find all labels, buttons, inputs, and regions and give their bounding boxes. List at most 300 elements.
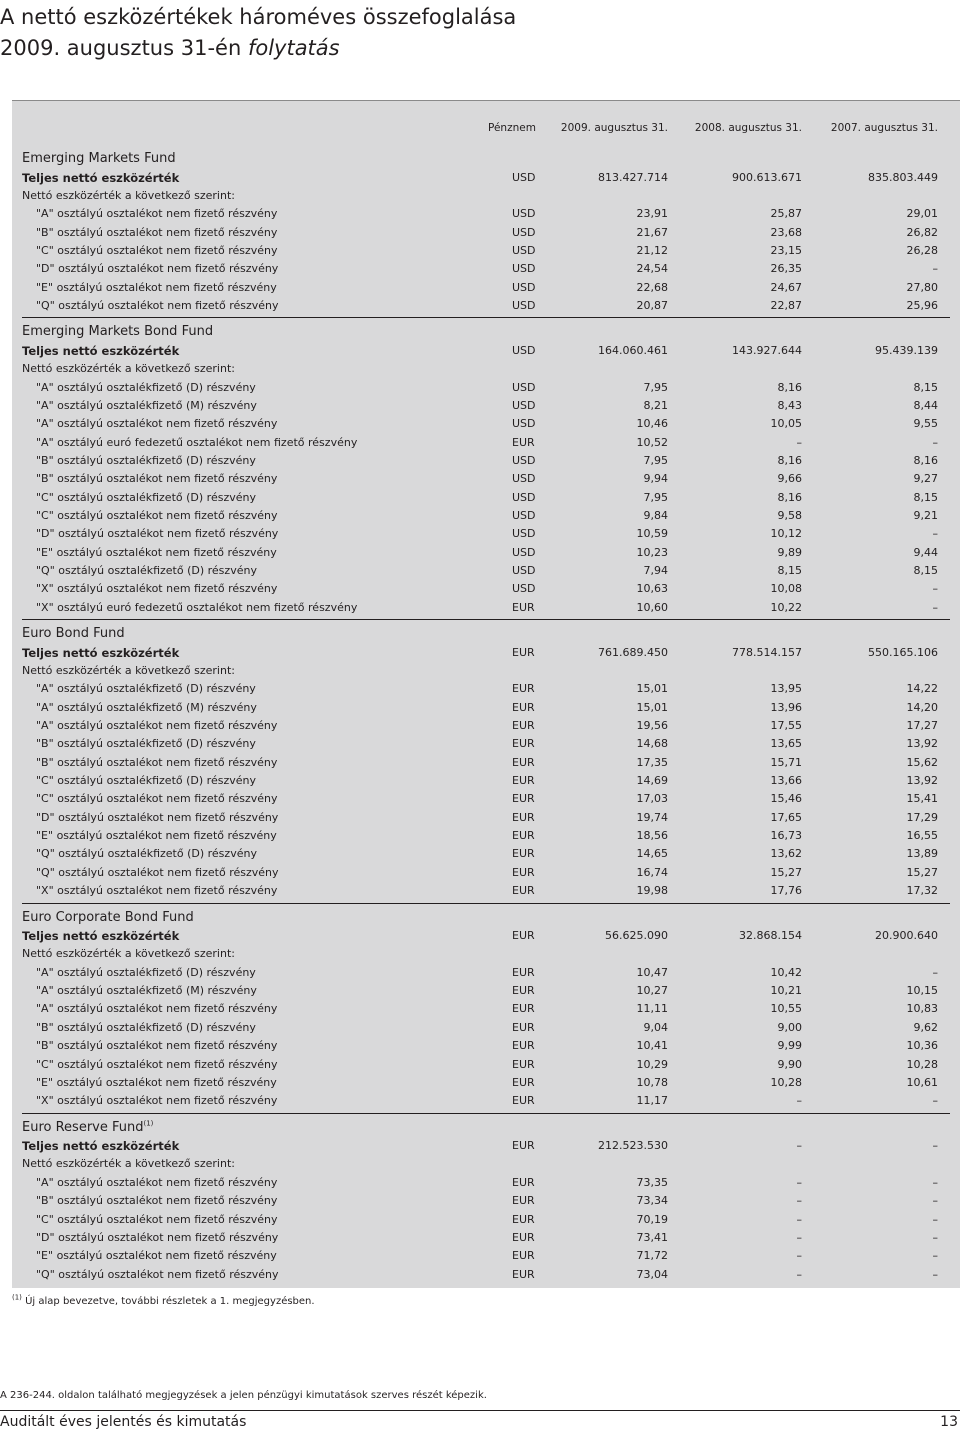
value-2007: – <box>932 1212 938 1226</box>
value-2009: 14,69 <box>636 774 668 788</box>
currency-cell: EUR <box>512 719 535 733</box>
nav-breakdown-label-row <box>12 360 960 378</box>
value-2008: 16,73 <box>770 829 802 843</box>
nav-summary-table <box>12 100 960 1288</box>
table-row <box>12 864 960 882</box>
value-2009: 21,67 <box>636 225 668 239</box>
value-2007: – <box>932 527 938 541</box>
value-2007: – <box>932 262 938 276</box>
currency-cell: USD <box>512 262 536 276</box>
value-2008: 9,89 <box>777 545 802 559</box>
table-row <box>12 544 960 562</box>
currency-cell: USD <box>512 398 536 412</box>
share-class-label: "E" osztályú osztalékot nem fizető részvény <box>36 1249 277 1263</box>
table-row <box>12 1037 960 1055</box>
value-2008: 13,96 <box>770 700 802 714</box>
value-2008: 17,76 <box>770 884 802 898</box>
currency-cell: USD <box>512 454 536 467</box>
table-row <box>12 260 960 278</box>
currency-cell: EUR <box>512 1194 535 1208</box>
value-2007: 9,62 <box>913 1020 938 1034</box>
value-2009: 9,94 <box>643 472 668 486</box>
value-2009: 9,84 <box>643 509 668 523</box>
header-2009: 2009. augusztus 31. <box>560 122 668 134</box>
nav-breakdown-label: Nettó eszközérték a következő szerint: <box>22 1157 235 1171</box>
value-2007: 27,80 <box>906 280 938 294</box>
value-2008: 10,12 <box>770 527 802 541</box>
value-2009: 7,95 <box>643 454 668 467</box>
value-2007: – <box>932 582 938 596</box>
value-2007: 26,82 <box>906 225 938 239</box>
share-class-label: "X" osztályú euró fedezetű osztalékot nem fizető részvény <box>36 600 358 614</box>
value-2007: 9,27 <box>913 472 938 486</box>
value-2007: 13,89 <box>906 847 938 861</box>
value-2008: 15,46 <box>770 792 802 806</box>
value-2007: – <box>932 1139 938 1153</box>
value-2007: 13,92 <box>906 774 938 788</box>
value-2008: 9,66 <box>777 472 802 486</box>
value-2009: 73,35 <box>636 1175 668 1189</box>
value-2008: 9,58 <box>777 509 802 523</box>
table-row <box>12 525 960 543</box>
table-row <box>12 1092 960 1110</box>
value-2009: 70,19 <box>636 1212 668 1226</box>
table-top-rule <box>12 100 960 101</box>
currency-cell: USD <box>512 280 536 294</box>
value-2008: – <box>796 1212 802 1226</box>
share-class-label: "C" osztályú osztalékot nem fizető részvény <box>36 1057 278 1071</box>
value-2007: 9,44 <box>913 545 938 559</box>
fund-title-row <box>12 1119 960 1138</box>
section-divider <box>22 317 950 318</box>
value-2009: 10,60 <box>636 600 668 614</box>
nav-breakdown-label: Nettó eszközérték a következő szerint: <box>22 947 235 961</box>
table-row <box>12 699 960 717</box>
value-2007: 26,28 <box>906 243 938 257</box>
currency-cell: EUR <box>512 1175 535 1189</box>
value-2007: 550.165.106 <box>868 645 938 659</box>
share-class-label: "B" osztályú osztalékot nem fizető részvény <box>36 225 278 239</box>
value-2007: 14,22 <box>906 682 938 696</box>
value-2009: 73,41 <box>636 1230 668 1244</box>
table-row <box>12 1211 960 1229</box>
value-2009: 10,59 <box>636 527 668 541</box>
value-2009: 19,98 <box>636 884 668 898</box>
share-class-label: "Q" osztályú osztalékfizető (D) részvény <box>36 847 257 861</box>
currency-cell: USD <box>512 225 536 239</box>
currency-cell: USD <box>512 243 536 257</box>
footnote-mark: (1) <box>12 1293 22 1302</box>
currency-cell: EUR <box>512 1020 535 1034</box>
share-class-label: "X" osztályú osztalékot nem fizető részvény <box>36 582 278 596</box>
currency-cell: EUR <box>512 1057 535 1071</box>
value-2008: – <box>796 1249 802 1263</box>
currency-cell: EUR <box>512 884 535 898</box>
share-class-label: "A" osztályú osztalékot nem fizető részvény <box>36 719 278 733</box>
table-row <box>12 397 960 415</box>
share-class-label: "A" osztályú osztalékot nem fizető részvény <box>36 1175 278 1189</box>
currency-cell: EUR <box>512 1039 535 1053</box>
value-2007: 9,21 <box>913 509 938 523</box>
share-class-label: "B" osztályú osztalékot nem fizető részvény <box>36 755 278 769</box>
value-2008: 13,65 <box>770 737 802 751</box>
value-2007: 17,29 <box>906 810 938 824</box>
table-row <box>12 415 960 433</box>
nav-breakdown-label-row <box>12 187 960 205</box>
value-2007: – <box>932 435 938 449</box>
value-2007: 10,15 <box>906 984 938 998</box>
value-2008: 10,42 <box>770 965 802 979</box>
value-2009: 7,94 <box>643 564 668 578</box>
value-2009: 10,52 <box>636 435 668 449</box>
value-2009: 761.689.450 <box>598 645 668 659</box>
table-row <box>12 1174 960 1192</box>
value-2008: 8,43 <box>777 398 802 412</box>
currency-cell: USD <box>512 170 536 184</box>
table-row <box>12 790 960 808</box>
value-2007: – <box>932 965 938 979</box>
value-2008: 22,87 <box>770 299 802 312</box>
value-2008: 10,28 <box>770 1075 802 1089</box>
currency-cell: EUR <box>512 1002 535 1016</box>
value-2009: 71,72 <box>636 1249 668 1263</box>
nav-breakdown-label: Nettó eszközérték a következő szerint: <box>22 362 235 376</box>
table-row <box>12 982 960 1000</box>
share-class-label: "D" osztályú osztalékot nem fizető részvény <box>36 810 279 824</box>
value-2009: 14,68 <box>636 737 668 751</box>
currency-cell: USD <box>512 490 536 504</box>
value-2009: 10,29 <box>636 1057 668 1071</box>
nav-breakdown-label-row <box>12 662 960 680</box>
value-2007: – <box>932 1175 938 1189</box>
value-2008: 8,16 <box>777 454 802 467</box>
table-row <box>12 827 960 845</box>
value-2009: 8,21 <box>643 398 668 412</box>
table-header <box>12 122 960 140</box>
share-class-label: "A" osztályú euró fedezetű osztalékot nem fizető részvény <box>36 435 358 449</box>
value-2008: 23,15 <box>770 243 802 257</box>
table-row <box>12 470 960 488</box>
value-2007: 8,15 <box>913 490 938 504</box>
title-line-1: A nettó eszközértékek hároméves összefoglalása <box>0 5 517 29</box>
currency-cell: EUR <box>512 682 535 696</box>
share-class-label: "C" osztályú osztalékot nem fizető részvény <box>36 792 278 806</box>
value-2009: 10,78 <box>636 1075 668 1089</box>
value-2009: 9,04 <box>643 1020 668 1034</box>
currency-cell: EUR <box>512 1249 535 1263</box>
table-row <box>12 434 960 452</box>
table-row <box>12 599 960 617</box>
value-2008: – <box>796 1094 802 1108</box>
share-class-label: "Q" osztályú osztalékot nem fizető részvény <box>36 299 279 312</box>
total-nav-label: Teljes nettó eszközérték <box>22 343 180 358</box>
table-row <box>12 845 960 863</box>
currency-cell: USD <box>512 545 536 559</box>
table-row <box>12 242 960 260</box>
value-2009: 10,27 <box>636 984 668 998</box>
value-2008: 26,35 <box>770 262 802 276</box>
table-row <box>12 452 960 470</box>
share-class-label: "D" osztályú osztalékot nem fizető részvény <box>36 262 279 276</box>
currency-cell: USD <box>512 582 536 596</box>
value-2008: 143.927.644 <box>732 343 802 357</box>
nav-breakdown-label: Nettó eszközérték a következő szerint: <box>22 664 235 678</box>
value-2007: 835.803.449 <box>868 170 938 184</box>
value-2008: 778.514.157 <box>732 645 802 659</box>
value-2008: 8,16 <box>777 380 802 394</box>
value-2008: – <box>796 1139 802 1153</box>
value-2008: 8,15 <box>777 564 802 578</box>
value-2007: – <box>932 1267 938 1281</box>
value-2009: 17,35 <box>636 755 668 769</box>
value-2007: 15,62 <box>906 755 938 769</box>
table-row <box>12 680 960 698</box>
value-2009: 7,95 <box>643 490 668 504</box>
share-class-label: "B" osztályú osztalékfizető (D) részvény <box>36 737 256 751</box>
currency-cell: USD <box>512 527 536 541</box>
currency-cell: EUR <box>512 847 535 861</box>
value-2007: 25,96 <box>906 299 938 312</box>
currency-cell: EUR <box>512 737 535 751</box>
share-class-label: "B" osztályú osztalékfizető (D) részvény <box>36 454 256 467</box>
share-class-label: "B" osztályú osztalékfizető (D) részvény <box>36 1020 256 1034</box>
table-row <box>12 205 960 223</box>
total-nav-row <box>12 927 960 945</box>
value-2008: 13,95 <box>770 682 802 696</box>
table-row <box>12 1056 960 1074</box>
value-2009: 164.060.461 <box>598 343 668 357</box>
value-2009: 212.523.530 <box>598 1139 668 1153</box>
currency-cell: EUR <box>512 774 535 788</box>
value-2008: 10,05 <box>770 417 802 431</box>
value-2007: 9,55 <box>913 417 938 431</box>
nav-breakdown-label-row <box>12 945 960 963</box>
value-2008: 15,71 <box>770 755 802 769</box>
value-2007: 8,15 <box>913 564 938 578</box>
footer-rule <box>0 1410 960 1411</box>
value-2009: 19,74 <box>636 810 668 824</box>
share-class-label: "A" osztályú osztalékfizető (M) részvény <box>36 984 257 998</box>
header-currency: Pénznem <box>488 122 536 134</box>
currency-cell: EUR <box>512 700 535 714</box>
fund-name: Euro Reserve Fund <box>22 1119 144 1135</box>
currency-cell: EUR <box>512 1139 535 1153</box>
fund-title-row <box>12 323 960 342</box>
fund-name: Euro Corporate Bond Fund <box>22 909 194 925</box>
value-2007: 10,28 <box>906 1057 938 1071</box>
share-class-label: "X" osztályú osztalékot nem fizető részvény <box>36 884 278 898</box>
value-2009: 73,04 <box>636 1267 668 1281</box>
value-2008: 9,90 <box>777 1057 802 1071</box>
value-2009: 10,41 <box>636 1039 668 1053</box>
value-2007: 17,27 <box>906 719 938 733</box>
value-2009: 20,87 <box>636 299 668 312</box>
value-2008: – <box>796 1267 802 1281</box>
share-class-label: "A" osztályú osztalékot nem fizető részvény <box>36 207 278 221</box>
share-class-label: "A" osztályú osztalékfizető (D) részvény <box>36 682 256 696</box>
currency-cell: USD <box>512 509 536 523</box>
value-2009: 813.427.714 <box>598 170 668 184</box>
currency-cell: EUR <box>512 1230 535 1244</box>
value-2007: 14,20 <box>906 700 938 714</box>
value-2008: 24,67 <box>770 280 802 294</box>
currency-cell: EUR <box>512 645 535 659</box>
value-2008: 8,16 <box>777 490 802 504</box>
share-class-label: "C" osztályú osztalékfizető (D) részvény <box>36 774 256 788</box>
currency-cell: USD <box>512 207 536 221</box>
share-class-label: "E" osztályú osztalékot nem fizető részvény <box>36 545 277 559</box>
currency-cell: USD <box>512 343 536 357</box>
value-2009: 24,54 <box>636 262 668 276</box>
value-2009: 14,65 <box>636 847 668 861</box>
value-2009: 23,91 <box>636 207 668 221</box>
table-row <box>12 507 960 525</box>
fund-name-wrap <box>22 1119 153 1138</box>
table-row <box>12 297 960 315</box>
value-2008: 13,62 <box>770 847 802 861</box>
value-2009: 10,47 <box>636 965 668 979</box>
value-2009: 22,68 <box>636 280 668 294</box>
value-2007: 8,44 <box>913 398 938 412</box>
page-title <box>0 2 516 64</box>
share-class-label: "X" osztályú osztalékot nem fizető részvény <box>36 1094 278 1108</box>
currency-cell: EUR <box>512 865 535 879</box>
table-row <box>12 1074 960 1092</box>
value-2008: 10,21 <box>770 984 802 998</box>
currency-cell: USD <box>512 472 536 486</box>
share-class-label: "B" osztályú osztalékot nem fizető részvény <box>36 1039 278 1053</box>
value-2008: – <box>796 435 802 449</box>
currency-cell: EUR <box>512 600 535 614</box>
currency-cell: EUR <box>512 984 535 998</box>
value-2009: 15,01 <box>636 700 668 714</box>
table-row <box>12 580 960 598</box>
currency-cell: USD <box>512 380 536 394</box>
header-2007: 2007. augusztus 31. <box>830 122 938 134</box>
table-row <box>12 279 960 297</box>
share-class-label: "E" osztályú osztalékot nem fizető részvény <box>36 829 277 843</box>
table-row <box>12 717 960 735</box>
table-row <box>12 224 960 242</box>
total-nav-label: Teljes nettó eszközérték <box>22 1139 180 1154</box>
value-2008: 10,22 <box>770 600 802 614</box>
currency-cell: EUR <box>512 1094 535 1108</box>
value-2008: – <box>796 1175 802 1189</box>
table-row <box>12 1266 960 1284</box>
share-class-label: "A" osztályú osztalékfizető (M) részvény <box>36 700 257 714</box>
table-row <box>12 1000 960 1018</box>
value-2007: 10,83 <box>906 1002 938 1016</box>
value-2007: 95.439.139 <box>875 343 938 357</box>
table-row <box>12 772 960 790</box>
share-class-label: "C" osztályú osztalékfizető (D) részvény <box>36 490 256 504</box>
share-class-label: "A" osztályú osztalékfizető (D) részvény <box>36 380 256 394</box>
share-class-label: "A" osztályú osztalékfizető (D) részvény <box>36 965 256 979</box>
footnote <box>12 1293 315 1307</box>
fund-title-row <box>12 625 960 644</box>
value-2007: – <box>932 1194 938 1208</box>
fund-footnote-mark: (1) <box>143 1119 154 1128</box>
total-nav-row <box>12 1137 960 1155</box>
currency-cell: USD <box>512 564 536 578</box>
table-row <box>12 882 960 900</box>
value-2009: 15,01 <box>636 682 668 696</box>
value-2009: 21,12 <box>636 243 668 257</box>
currency-cell: EUR <box>512 965 535 979</box>
title-line-2: 2009. augusztus 31-én <box>0 36 248 60</box>
share-class-label: "B" osztályú osztalékot nem fizető részvény <box>36 472 278 486</box>
value-2007: 15,41 <box>906 792 938 806</box>
currency-cell: USD <box>512 417 536 431</box>
value-2008: 10,55 <box>770 1002 802 1016</box>
share-class-label: "D" osztályú osztalékot nem fizető részvény <box>36 1230 279 1244</box>
currency-cell: EUR <box>512 1075 535 1089</box>
share-class-label: "D" osztályú osztalékot nem fizető részvény <box>36 527 279 541</box>
share-class-label: "E" osztályú osztalékot nem fizető részvény <box>36 1075 277 1089</box>
value-2007: 8,15 <box>913 380 938 394</box>
share-class-label: "A" osztályú osztalékfizető (M) részvény <box>36 398 257 412</box>
value-2008: 17,65 <box>770 810 802 824</box>
currency-cell: EUR <box>512 755 535 769</box>
total-nav-label: Teljes nettó eszközérték <box>22 929 180 944</box>
currency-cell: EUR <box>512 1267 535 1281</box>
share-class-label: "C" osztályú osztalékot nem fizető részvény <box>36 243 278 257</box>
share-class-label: "C" osztályú osztalékot nem fizető részvény <box>36 1212 278 1226</box>
section-divider <box>22 619 950 620</box>
total-nav-row <box>12 644 960 662</box>
currency-cell: EUR <box>512 1212 535 1226</box>
value-2008: 9,00 <box>777 1020 802 1034</box>
fund-title-row <box>12 150 960 169</box>
total-nav-label: Teljes nettó eszközérték <box>22 645 180 660</box>
value-2009: 17,03 <box>636 792 668 806</box>
section-divider <box>22 1113 950 1114</box>
value-2007: 17,32 <box>906 884 938 898</box>
value-2007: 8,16 <box>913 454 938 467</box>
table-row <box>12 379 960 397</box>
table-row <box>12 754 960 772</box>
value-2009: 10,46 <box>636 417 668 431</box>
value-2009: 56.625.090 <box>605 929 668 943</box>
value-2008: 17,55 <box>770 719 802 733</box>
table-row <box>12 1229 960 1247</box>
value-2008: 25,87 <box>770 207 802 221</box>
share-class-label: "Q" osztályú osztalékot nem fizető részvény <box>36 1267 279 1281</box>
currency-cell: EUR <box>512 810 535 824</box>
value-2007: 13,92 <box>906 737 938 751</box>
total-nav-row <box>12 169 960 187</box>
table-row <box>12 1019 960 1037</box>
table-body <box>12 150 960 1284</box>
value-2008: 23,68 <box>770 225 802 239</box>
value-2009: 10,63 <box>636 582 668 596</box>
footnote-text: Új alap bevezetve, további részletek a 1. megjegyzésben. <box>25 1296 315 1307</box>
header-2008: 2008. augusztus 31. <box>694 122 802 134</box>
table-row <box>12 964 960 982</box>
share-class-label: "A" osztályú osztalékot nem fizető részvény <box>36 1002 278 1016</box>
value-2007: – <box>932 1230 938 1244</box>
value-2009: 11,11 <box>636 1002 668 1016</box>
value-2007: 10,36 <box>906 1039 938 1053</box>
share-class-label: "A" osztályú osztalékot nem fizető részvény <box>36 417 278 431</box>
share-class-label: "B" osztályú osztalékot nem fizető részvény <box>36 1194 278 1208</box>
nav-breakdown-label-row <box>12 1155 960 1173</box>
value-2007: – <box>932 1094 938 1108</box>
nav-breakdown-label: Nettó eszközérték a következő szerint: <box>22 188 235 202</box>
value-2008: 32.868.154 <box>739 929 802 943</box>
value-2008: 10,08 <box>770 582 802 596</box>
value-2007: 29,01 <box>906 207 938 221</box>
